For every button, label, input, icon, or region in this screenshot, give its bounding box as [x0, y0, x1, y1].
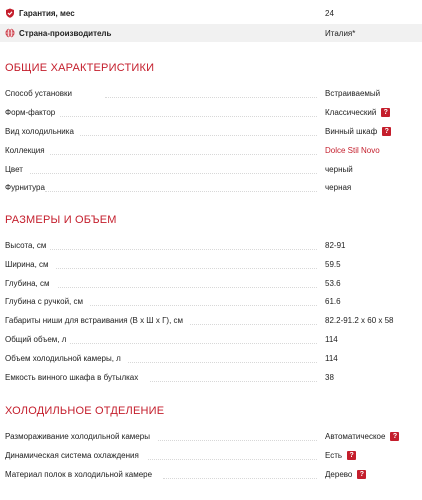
spec-label: Габариты ниши для встраивания (В х Ш х Г), см [5, 316, 184, 325]
section-title-general: ОБЩИЕ ХАРАКТЕРИСТИКИ [5, 62, 155, 74]
spec-label: Способ установки [5, 89, 72, 98]
spec-row [0, 427, 422, 446]
spec-value: 82.2-91.2 x 60 x 58 [325, 316, 394, 325]
spec-value: Есть ? [325, 446, 356, 465]
spec-row [0, 446, 422, 465]
globe-icon [5, 28, 15, 38]
spec-label: Глубина с ручкой, см [5, 297, 83, 306]
spec-value: Италия* [325, 28, 356, 38]
spec-row [0, 330, 422, 349]
collection-link[interactable]: Dolce Stil Novo [325, 146, 380, 155]
spec-row [0, 311, 422, 330]
help-icon[interactable]: ? [390, 432, 399, 441]
spec-value: 59.5 [325, 260, 341, 269]
spec-value: 38 [325, 373, 334, 382]
spec-label: Коллекция [5, 146, 45, 155]
section-title-dimensions: РАЗМЕРЫ И ОБЪЕМ [5, 214, 117, 226]
spec-row [0, 122, 422, 141]
spec-label: Цвет [5, 165, 23, 174]
spec-label: Гарантия, мес [19, 8, 75, 18]
spec-row [0, 255, 422, 274]
help-icon[interactable]: ? [381, 108, 390, 117]
spec-value: Автоматическое ? [325, 427, 399, 446]
help-icon[interactable]: ? [347, 451, 356, 460]
spec-label: Емкость винного шкафа в бутылках [5, 373, 139, 382]
spec-value: 24 [325, 8, 334, 18]
spec-row [0, 178, 422, 197]
spec-label: Форм-фактор [5, 108, 56, 117]
spec-row [0, 103, 422, 122]
spec-row [0, 465, 422, 484]
spec-row [0, 368, 422, 387]
spec-row [0, 84, 422, 103]
spec-row [0, 349, 422, 368]
spec-label: Вид холодильника [5, 127, 74, 136]
spec-row [0, 160, 422, 179]
spec-value: Дерево ? [325, 465, 366, 484]
section-title-fridge: ХОЛОДИЛЬНОЕ ОТДЕЛЕНИЕ [5, 405, 165, 417]
spec-row [0, 274, 422, 293]
spec-value: черный [325, 165, 353, 174]
spec-label: Фурнитура [5, 183, 45, 192]
spec-value: 61.6 [325, 297, 341, 306]
spec-label: Динамическая система охлаждения [5, 451, 139, 460]
spec-label: Ширина, см [5, 260, 49, 269]
help-icon[interactable]: ? [382, 127, 391, 136]
shield-check-icon [5, 8, 15, 18]
spec-row [0, 141, 422, 160]
spec-row-country [0, 24, 422, 42]
spec-label: Объем холодильной камеры, л [5, 354, 121, 363]
spec-row [0, 236, 422, 255]
spec-label: Высота, см [5, 241, 47, 250]
spec-value: Винный шкаф ? [325, 122, 391, 141]
spec-label: Размораживание холодильной камеры [5, 432, 150, 441]
spec-label: Материал полок в холодильной камере [5, 470, 153, 479]
spec-value: Встраиваемый [325, 89, 381, 98]
spec-row [0, 292, 422, 311]
spec-value: 114 [325, 354, 338, 363]
spec-value: Классический ? [325, 103, 390, 122]
spec-row-warranty [0, 4, 422, 22]
help-icon[interactable]: ? [357, 470, 366, 479]
spec-label: Страна-производитель [19, 28, 112, 38]
spec-label: Общий объем, л [5, 335, 67, 344]
spec-value: 53.6 [325, 279, 341, 288]
spec-value: черная [325, 183, 352, 192]
spec-label: Глубина, см [5, 279, 50, 288]
spec-value: 82-91 [325, 241, 346, 250]
spec-value: 114 [325, 335, 338, 344]
